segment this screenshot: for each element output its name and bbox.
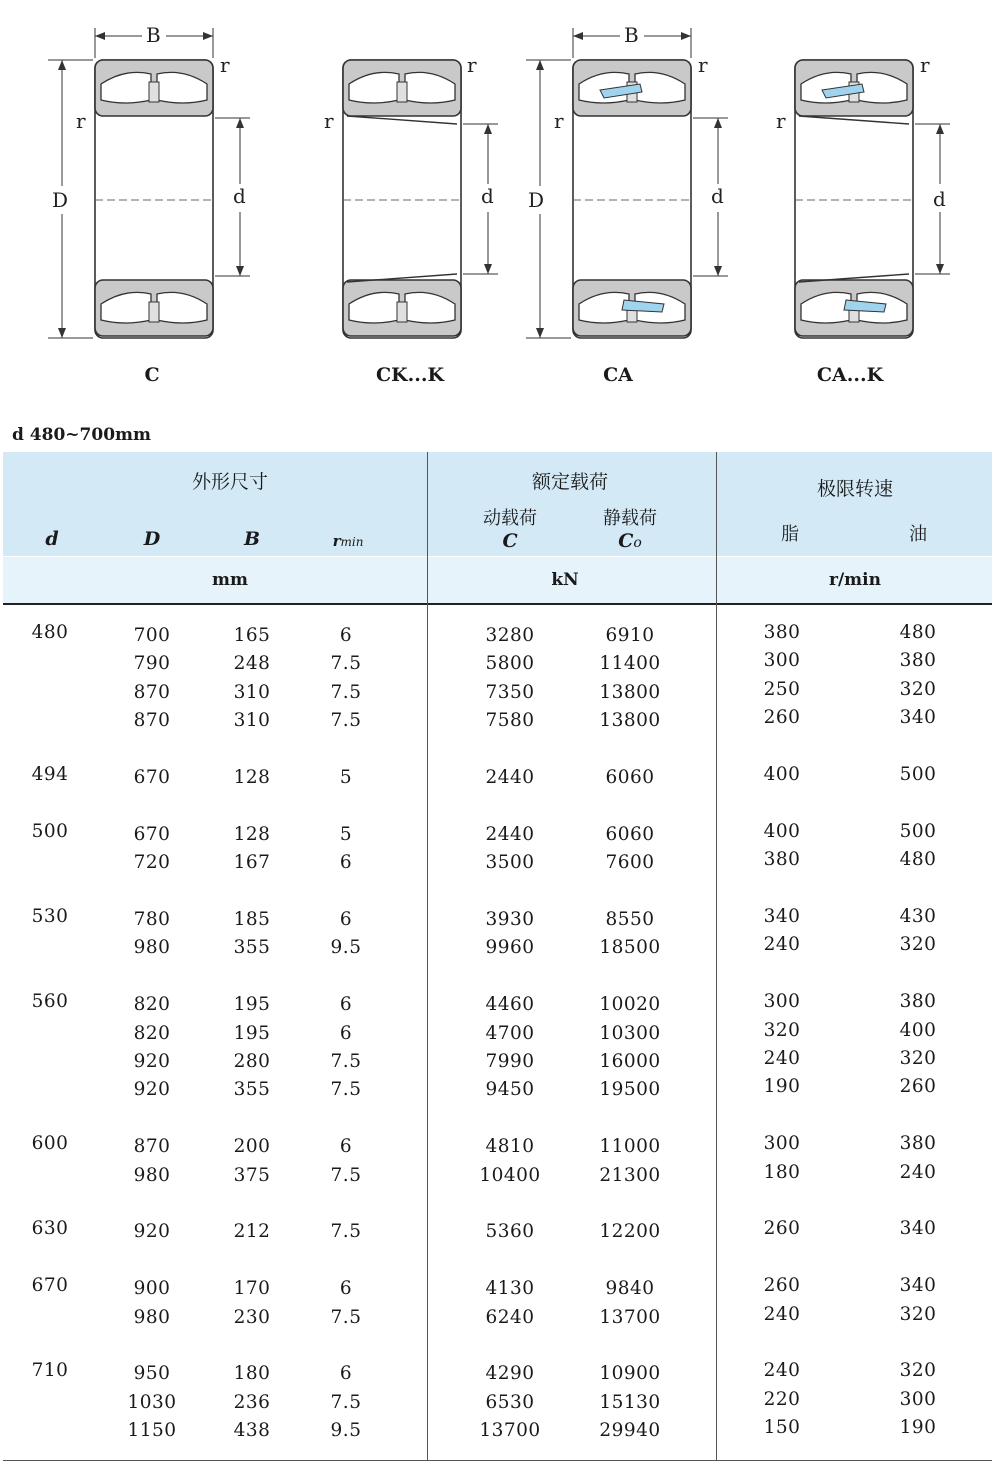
cell-dynamic-load: 13700 — [479, 1420, 541, 1442]
cell-D: 1030 — [127, 1391, 177, 1413]
label-r-3b: r — [554, 109, 564, 133]
cell-B: 280 — [233, 1051, 271, 1072]
cell-static-load: 21300 — [599, 1164, 661, 1186]
cell-speed-grease: 400 — [763, 764, 801, 785]
cell-static-load: 13800 — [599, 710, 661, 732]
cell-static-load: 10020 — [599, 994, 661, 1016]
cell-speed-oil: 320 — [899, 678, 937, 700]
cell-D: 980 — [133, 937, 171, 959]
label-d-3: d — [711, 184, 724, 208]
cell-speed-grease: 300 — [763, 650, 801, 672]
cell-dynamic-load: 4130 — [485, 1278, 535, 1300]
cell-r: 9.5 — [330, 937, 362, 959]
cell-static-load: 8550 — [605, 909, 655, 930]
header-dynamic-symbol: C — [502, 530, 518, 552]
cell-speed-grease: 300 — [763, 991, 801, 1013]
cell-r: 7.5 — [330, 653, 362, 675]
cell-D: 790 — [133, 653, 171, 675]
cell-static-load: 13800 — [599, 681, 661, 703]
cell-speed-grease: 380 — [763, 849, 801, 871]
cell-dynamic-load: 6530 — [485, 1391, 535, 1413]
label-d-2: d — [481, 184, 494, 208]
cell-speed-oil: 340 — [899, 1275, 937, 1297]
cell-bore-d: 494 — [31, 764, 69, 785]
cell-D: 870 — [133, 710, 171, 732]
bearing-drawings — [0, 0, 1000, 400]
cell-D: 1150 — [127, 1420, 177, 1442]
cell-D: 870 — [133, 1136, 171, 1158]
cell-r: 6 — [339, 1136, 353, 1158]
cell-B: 180 — [233, 1363, 271, 1385]
header-speed-limit: 极限转速 — [816, 478, 894, 500]
header-static-symbol — [618, 530, 642, 552]
cell-B: 438 — [233, 1420, 271, 1442]
cell-static-load: 10900 — [599, 1363, 661, 1385]
cell-r: 7.5 — [330, 1051, 362, 1072]
cell-bore-d: 480 — [31, 622, 69, 643]
cell-B: 195 — [233, 1022, 271, 1044]
unit-kn: kN — [551, 570, 579, 590]
cell-dynamic-load: 2440 — [485, 823, 535, 845]
cell-static-load: 11400 — [599, 653, 661, 675]
cell-B: 128 — [233, 823, 271, 845]
header-load-rating: 额定载荷 — [531, 471, 609, 493]
cell-static-load: 16000 — [599, 1051, 661, 1072]
cell-dynamic-load: 10400 — [479, 1164, 541, 1186]
cell-B: 128 — [233, 767, 271, 788]
cell-static-load: 7600 — [605, 852, 655, 874]
cell-static-load: 9840 — [605, 1278, 655, 1300]
cell-speed-oil: 500 — [899, 764, 937, 785]
label-r-1a: r — [220, 53, 230, 77]
label-d-1: d — [233, 184, 246, 208]
cell-dynamic-load: 5360 — [485, 1221, 535, 1243]
cell-static-load: 29940 — [599, 1420, 661, 1442]
cell-B: 195 — [233, 994, 271, 1016]
caption-ca: CA — [603, 364, 633, 386]
unit-rpm: r/min — [829, 570, 881, 590]
cell-dynamic-load: 3280 — [485, 625, 535, 646]
cell-speed-grease: 260 — [763, 1275, 801, 1297]
label-d-4: d — [933, 187, 946, 211]
header-col-r-subscript: min — [340, 535, 364, 549]
label-r-4a: r — [920, 53, 930, 77]
header-static-symbol-c: C — [618, 530, 634, 552]
cell-r: 7.5 — [330, 1079, 362, 1101]
cell-D: 920 — [133, 1051, 171, 1072]
cell-speed-grease: 260 — [763, 1218, 801, 1240]
cell-static-load: 10300 — [599, 1022, 661, 1044]
label-r-2b: r — [324, 109, 334, 133]
cell-D: 980 — [133, 1164, 171, 1186]
cell-B: 236 — [233, 1391, 271, 1413]
cell-B: 355 — [233, 937, 271, 959]
cell-D: 950 — [133, 1363, 171, 1385]
cell-dynamic-load: 7990 — [485, 1051, 535, 1072]
cell-speed-grease: 400 — [763, 820, 801, 842]
cell-r: 7.5 — [330, 1306, 362, 1328]
cell-speed-oil: 260 — [899, 1076, 937, 1098]
cell-speed-oil: 480 — [899, 849, 937, 871]
cell-bore-d: 500 — [31, 820, 69, 842]
caption-ck-k: CK...K — [376, 364, 444, 386]
cell-speed-grease: 180 — [763, 1161, 801, 1183]
label-r-2a: r — [467, 53, 477, 77]
header-col-r-symbol: r — [332, 532, 341, 550]
cell-r: 7.5 — [330, 1221, 362, 1243]
cell-r: 7.5 — [330, 681, 362, 703]
cell-static-load: 12200 — [599, 1221, 661, 1243]
table-bottom-rule — [3, 1460, 992, 1461]
label-r-3a: r — [698, 53, 708, 77]
cell-speed-oil: 380 — [899, 1133, 937, 1155]
cell-speed-oil: 300 — [899, 1388, 937, 1410]
header-oil: 油 — [909, 524, 927, 545]
unit-mm: mm — [212, 570, 248, 590]
cell-static-load: 13700 — [599, 1306, 661, 1328]
header-static-load: 静载荷 — [603, 508, 657, 529]
cell-r: 7.5 — [330, 1164, 362, 1186]
cell-static-load: 15130 — [599, 1391, 661, 1413]
header-bottom-rule — [3, 603, 992, 605]
label-D-3: D — [528, 188, 545, 212]
header-col-r — [333, 530, 364, 551]
cell-bore-d: 560 — [31, 991, 69, 1013]
cell-dynamic-load: 4460 — [485, 994, 535, 1016]
cell-speed-grease: 240 — [763, 1048, 801, 1069]
cell-r: 6 — [339, 994, 353, 1016]
cell-speed-oil: 340 — [899, 707, 937, 729]
cell-dynamic-load: 4290 — [485, 1363, 535, 1385]
cell-speed-grease: 320 — [763, 1019, 801, 1041]
cell-dynamic-load: 4810 — [485, 1136, 535, 1158]
header-col-D: D — [143, 528, 161, 550]
label-r-4b: r — [776, 109, 786, 133]
cell-speed-grease: 240 — [763, 934, 801, 956]
cell-B: 167 — [233, 852, 271, 874]
cell-bore-d: 630 — [31, 1218, 69, 1240]
cell-speed-grease: 250 — [763, 678, 801, 700]
cell-bore-d: 530 — [31, 906, 69, 927]
cell-speed-grease: 260 — [763, 707, 801, 729]
cell-B: 185 — [233, 909, 271, 930]
header-dimensions: 外形尺寸 — [191, 471, 269, 493]
diagram-ca-k — [795, 60, 950, 338]
cell-speed-grease: 150 — [763, 1417, 801, 1439]
cell-D: 900 — [133, 1278, 171, 1300]
cell-D: 920 — [133, 1221, 171, 1243]
cell-speed-oil: 400 — [899, 1019, 937, 1041]
cell-D: 780 — [133, 909, 171, 930]
label-r-1b: r — [76, 109, 86, 133]
cell-B: 310 — [233, 681, 271, 703]
header-dynamic-load: 动载荷 — [483, 508, 537, 529]
cell-speed-grease: 300 — [763, 1133, 801, 1155]
cell-r: 7.5 — [330, 1391, 362, 1413]
cell-B: 230 — [233, 1306, 271, 1328]
cell-static-load: 6060 — [605, 767, 655, 788]
bearing-diagrams — [0, 0, 1000, 400]
cell-speed-oil: 380 — [899, 650, 937, 672]
cell-B: 375 — [233, 1164, 271, 1186]
cell-D: 980 — [133, 1306, 171, 1328]
cell-dynamic-load: 6240 — [485, 1306, 535, 1328]
cell-B: 170 — [233, 1278, 271, 1300]
cell-speed-oil: 240 — [899, 1161, 937, 1183]
cell-B: 310 — [233, 710, 271, 732]
cell-r: 6 — [339, 1022, 353, 1044]
cell-static-load: 6910 — [605, 625, 655, 646]
cell-B: 248 — [233, 653, 271, 675]
cell-speed-oil: 320 — [899, 934, 937, 956]
cell-B: 165 — [233, 625, 271, 646]
header-static-subscript: o — [633, 535, 642, 551]
cell-speed-oil: 480 — [899, 622, 937, 643]
cell-dynamic-load: 4700 — [485, 1022, 535, 1044]
cell-dynamic-load: 9960 — [485, 937, 535, 959]
cell-D: 700 — [133, 625, 171, 646]
cell-speed-grease: 340 — [763, 906, 801, 927]
cell-D: 920 — [133, 1079, 171, 1101]
cell-r: 5 — [339, 823, 353, 845]
cell-dynamic-load: 3500 — [485, 852, 535, 874]
cell-B: 200 — [233, 1136, 271, 1158]
cell-D: 870 — [133, 681, 171, 703]
cell-speed-oil: 320 — [899, 1303, 937, 1325]
cell-speed-oil: 430 — [899, 906, 937, 927]
cell-speed-grease: 240 — [763, 1303, 801, 1325]
range-caption: d 480~700mm — [12, 425, 151, 445]
caption-ca-k: CA...K — [816, 364, 884, 386]
cell-dynamic-load: 7350 — [485, 681, 535, 703]
diagram-ck-k — [343, 60, 498, 338]
cell-dynamic-load: 2440 — [485, 767, 535, 788]
cell-D: 820 — [133, 1022, 171, 1044]
cell-D: 820 — [133, 994, 171, 1016]
cell-D: 670 — [133, 823, 171, 845]
cell-speed-oil: 500 — [899, 820, 937, 842]
cell-speed-oil: 190 — [899, 1417, 937, 1439]
cell-r: 6 — [339, 909, 353, 930]
cell-r: 6 — [339, 625, 353, 646]
cell-r: 9.5 — [330, 1420, 362, 1442]
label-D-1: D — [52, 188, 69, 212]
cell-dynamic-load: 7580 — [485, 710, 535, 732]
cell-r: 6 — [339, 1278, 353, 1300]
cell-D: 720 — [133, 852, 171, 874]
cell-r: 6 — [339, 1363, 353, 1385]
cell-speed-grease: 220 — [763, 1388, 801, 1410]
cell-B: 355 — [233, 1079, 271, 1101]
cell-static-load: 19500 — [599, 1079, 661, 1101]
header-col-B: B — [243, 528, 261, 550]
cell-D: 670 — [133, 767, 171, 788]
cell-r: 5 — [339, 767, 353, 788]
column-separator-2 — [716, 452, 717, 1460]
cell-bore-d: 670 — [31, 1275, 69, 1297]
cell-speed-grease: 380 — [763, 622, 801, 643]
cell-speed-grease: 240 — [763, 1360, 801, 1382]
cell-speed-oil: 380 — [899, 991, 937, 1013]
cell-dynamic-load: 5800 — [485, 653, 535, 675]
cell-r: 7.5 — [330, 710, 362, 732]
cell-bore-d: 600 — [31, 1133, 69, 1155]
cell-static-load: 11000 — [599, 1136, 661, 1158]
cell-B: 212 — [233, 1221, 271, 1243]
caption-c: C — [144, 364, 160, 386]
cell-dynamic-load: 9450 — [485, 1079, 535, 1101]
cell-speed-oil: 320 — [899, 1360, 937, 1382]
cell-static-load: 18500 — [599, 937, 661, 959]
header-grease: 脂 — [781, 524, 799, 545]
cell-speed-oil: 340 — [899, 1218, 937, 1240]
units-separator — [3, 556, 992, 557]
header-col-d: d — [45, 528, 59, 550]
cell-dynamic-load: 3930 — [485, 909, 535, 930]
label-b-3: B — [624, 23, 639, 47]
column-separator-1 — [427, 452, 428, 1460]
cell-static-load: 6060 — [605, 823, 655, 845]
cell-speed-oil: 320 — [899, 1048, 937, 1069]
cell-r: 6 — [339, 852, 353, 874]
cell-speed-grease: 190 — [763, 1076, 801, 1098]
cell-bore-d: 710 — [31, 1360, 69, 1382]
label-b-1: B — [146, 23, 161, 47]
